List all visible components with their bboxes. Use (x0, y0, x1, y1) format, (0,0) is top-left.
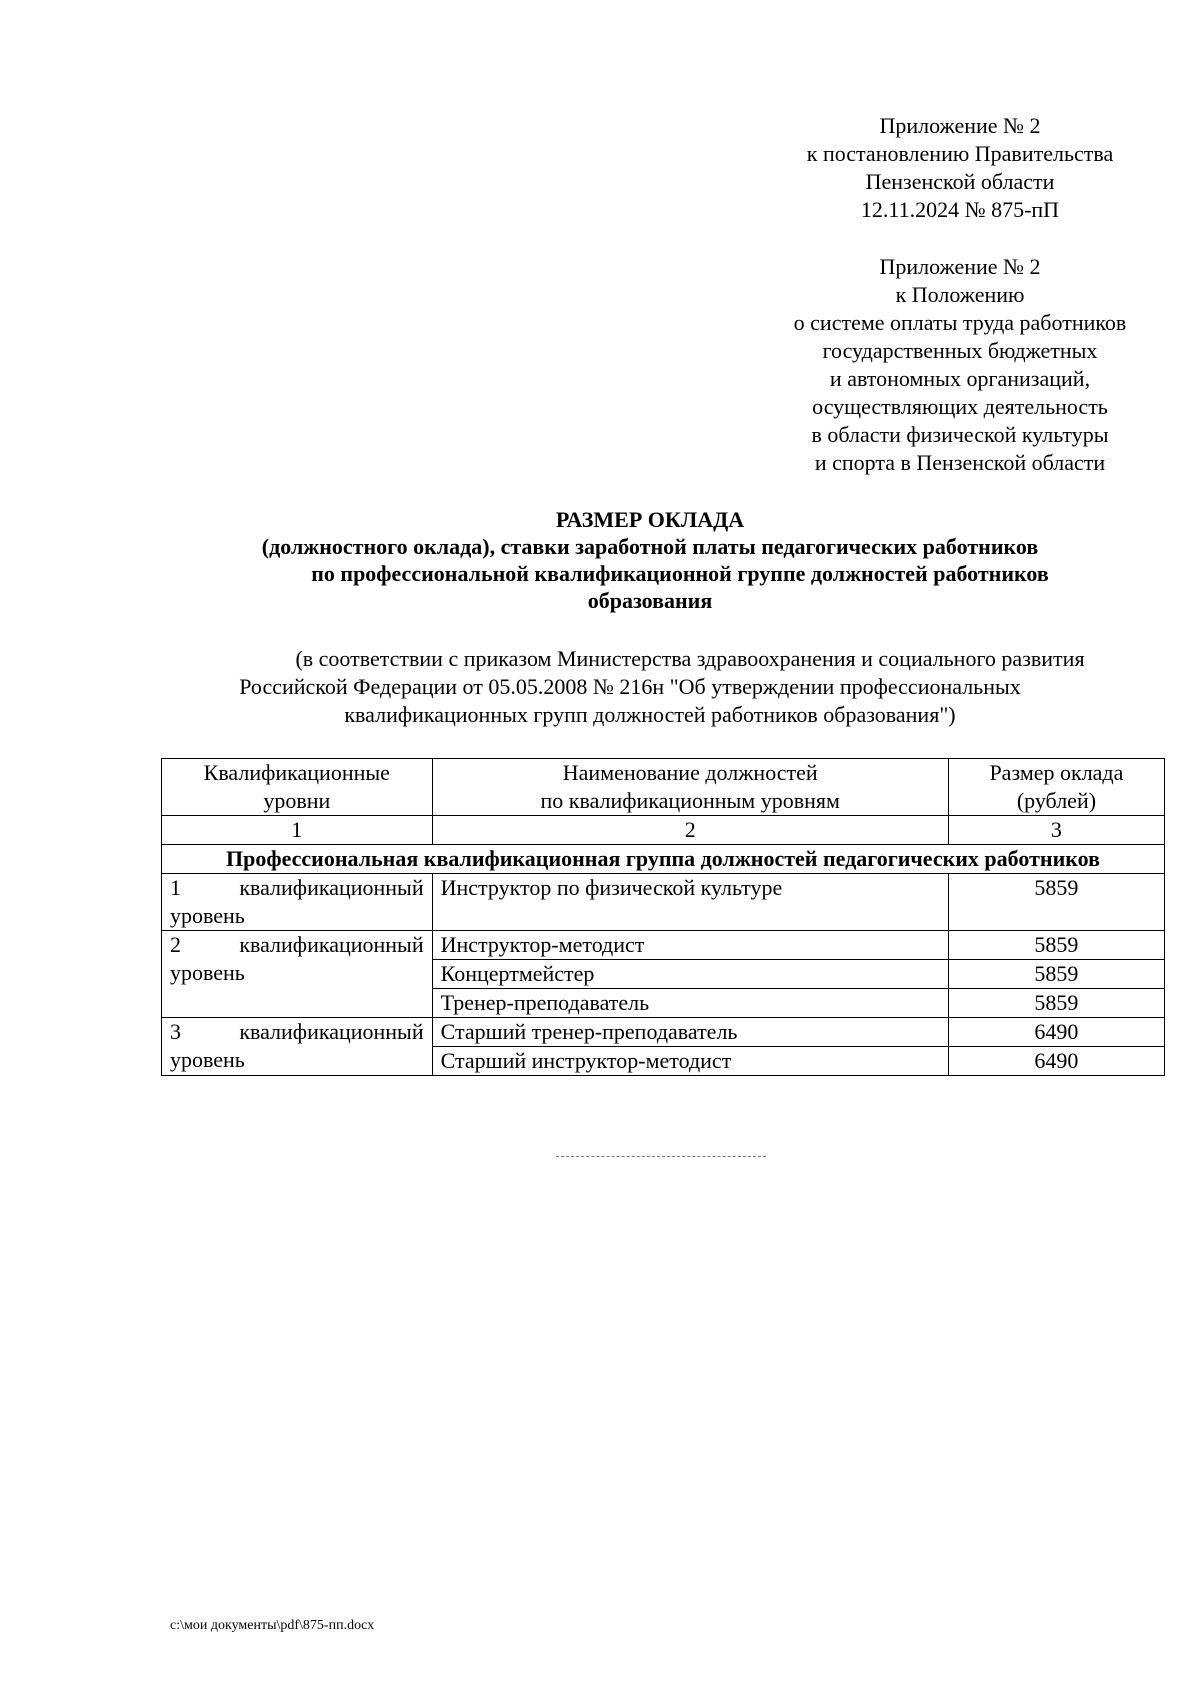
approval-line: 12.11.2024 № 875-пП (860, 197, 1060, 222)
basis-line: квалификационных групп должностей работников образования") (344, 702, 956, 727)
group-title: Профессиональная квалификационная группа должностей педагогических работников (162, 845, 1165, 874)
level-word: квалификационный (239, 932, 424, 957)
qualification-level-cell (162, 874, 433, 931)
level-number: 2 (170, 932, 181, 957)
title-line: (должностного оклада), ставки заработной платы педагогических работников (261, 534, 1039, 559)
header-text: (рублей) (1016, 788, 1097, 813)
salary-value: 6490 (948, 1047, 1164, 1076)
title-line: РАЗМЕР ОКЛАДА (555, 507, 745, 532)
end-separator (556, 1156, 766, 1157)
position-name: Инструктор по физической культуре (432, 874, 948, 931)
salary-value: 5859 (948, 874, 1164, 931)
group-title-row (162, 845, 1165, 874)
basis-line: Российской Федерации от 05.05.2008 № 216н "Об утверждении профессиональных (239, 674, 1021, 699)
title-line: по профессиональной квалификационной группе должностей работников (311, 561, 1049, 586)
header-salary (948, 759, 1164, 816)
header-text: по квалификационным уровням (540, 788, 840, 813)
approval-stamp-resolution (740, 112, 1180, 224)
header-position-names (432, 759, 948, 816)
legal-basis (150, 645, 1150, 729)
approval-line: Пензенской области (865, 169, 1055, 194)
approval-line: Приложение № 2 (879, 254, 1041, 279)
qualification-level-cell (162, 931, 433, 1018)
level-word: квалификационный (239, 875, 424, 900)
header-text: Наименование должностей (562, 760, 818, 785)
table-row (162, 931, 1165, 960)
approval-line: о системе оплаты труда работников (793, 310, 1127, 335)
position-name: Старший тренер-преподаватель (432, 1018, 948, 1047)
footer-file-path: c:\мои документы\pdf\875-пп.docx (170, 1618, 375, 1633)
position-name: Инструктор-методист (432, 931, 948, 960)
table-header-row (162, 759, 1165, 816)
title-line: образования (587, 588, 713, 613)
basis-line: (в соответствии с приказом Министерства здравоохранения и социального развития (295, 646, 1085, 671)
header-qualification-levels (162, 759, 433, 816)
position-name: Тренер-преподаватель (432, 989, 948, 1018)
level-number: 3 (170, 1019, 181, 1044)
header-text: Квалификационные (203, 760, 390, 785)
approval-line: и автономных организаций, (829, 366, 1091, 391)
level-word: квалификационный (239, 1019, 424, 1044)
position-name: Концертмейстер (432, 960, 948, 989)
salary-value: 5859 (948, 931, 1164, 960)
level-word-2: уровень (170, 1047, 245, 1072)
qualification-level-cell (162, 1018, 433, 1076)
salary-value: 5859 (948, 989, 1164, 1018)
column-number: 1 (162, 816, 433, 845)
salary-value: 6490 (948, 1018, 1164, 1047)
level-number: 1 (170, 875, 181, 900)
approval-line: Приложение № 2 (879, 113, 1041, 138)
header-text: Размер оклада (989, 760, 1124, 785)
approval-line: в области физической культуры (811, 422, 1109, 447)
approval-line: к постановлению Правительства (806, 141, 1114, 166)
column-number: 2 (432, 816, 948, 845)
header-text: уровни (263, 788, 331, 813)
approval-line: осуществляющих деятельность (812, 394, 1108, 419)
salary-table (161, 758, 1165, 1076)
document-title (150, 506, 1150, 614)
level-word-2: уровень (170, 960, 245, 985)
position-name: Старший инструктор-методист (432, 1047, 948, 1076)
column-number-row (162, 816, 1165, 845)
approval-line: и спорта в Пензенской области (814, 450, 1106, 475)
level-word-2: уровень (170, 903, 245, 928)
salary-value: 5859 (948, 960, 1164, 989)
table-row (162, 1018, 1165, 1047)
column-number: 3 (948, 816, 1164, 845)
approval-line: к Положению (895, 282, 1025, 307)
table-row (162, 874, 1165, 931)
approval-line: государственных бюджетных (822, 338, 1098, 363)
approval-stamp-regulation (740, 253, 1180, 477)
